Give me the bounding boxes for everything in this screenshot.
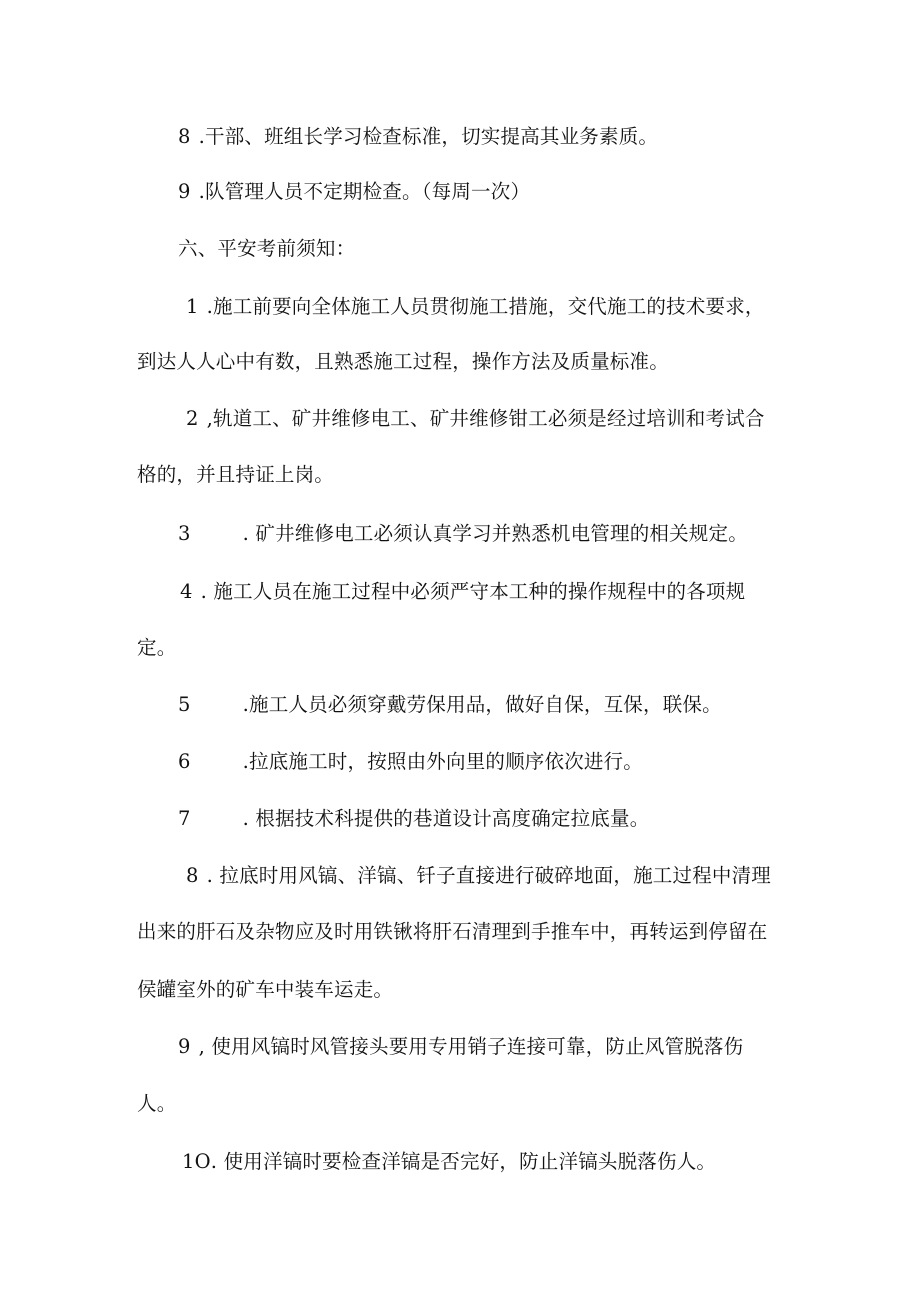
- document-line: [137, 1092, 176, 1116]
- item-number: 1: [186, 295, 199, 318]
- item-number: 4: [180, 580, 193, 603]
- item-number: 8: [178, 125, 191, 148]
- item-number: 1O: [182, 1150, 211, 1173]
- line-text: .干部、班组长学习检查标准，切实提高其业务素质。: [198, 125, 659, 148]
- line-text: . 使用洋镐时要检查洋镐是否完好，防止洋镐头脱落伤人。: [210, 1150, 717, 1173]
- line-text: 六、平安考前须知：: [178, 237, 356, 260]
- item-number: 3: [178, 522, 191, 545]
- line-text: 侯罐室外的矿车中装车运走。: [137, 978, 394, 1001]
- line-text: . 矿井维修电工必须认真学习并熟悉机电管理的相关规定。: [242, 522, 748, 545]
- document-line: [137, 463, 334, 487]
- line-text: 格的，并且持证上岗。: [137, 463, 335, 486]
- document-line: [137, 978, 393, 1002]
- document-line: [137, 636, 176, 660]
- line-text: . 施工人员在施工过程中必须严守本工种的操作规程中的各项规: [200, 580, 746, 603]
- document-line: [178, 125, 658, 149]
- line-text: .队管理人员不定期检查。（每周一次）: [198, 180, 531, 203]
- item-number: 8: [186, 864, 199, 887]
- document-line: [137, 350, 669, 374]
- document-line: [178, 180, 530, 204]
- line-text: .施工人员必须穿戴劳保用品，做好自保，互保，联保。: [242, 693, 722, 716]
- item-number: 9: [178, 1035, 191, 1058]
- document-line: [186, 295, 765, 319]
- document-line: [178, 807, 649, 831]
- document-line: [182, 1150, 716, 1174]
- document-line: [180, 580, 745, 604]
- document-line: [186, 864, 771, 888]
- item-number: 5: [178, 693, 191, 716]
- line-text: ,轨道工、矿井维修电工、矿井维修钳工必须是经过培训和考试合: [206, 407, 765, 430]
- document-line: [178, 750, 643, 774]
- line-text: .施工前要向全体施工人员贯彻施工措施，交代施工的技术要求，: [206, 295, 765, 318]
- line-text: .拉底施工时，按照由外向里的顺序依次进行。: [242, 750, 644, 773]
- document-line: [178, 693, 722, 717]
- document-line: [178, 522, 748, 546]
- line-text: 出来的肝石及杂物应及时用铁锹将肝石清理到手推车中，再转运到停留在: [137, 920, 768, 943]
- line-text: . 根据技术科提供的巷道设计高度确定拉底量。: [242, 807, 650, 830]
- item-number: 2: [186, 407, 199, 430]
- document-line: [178, 1035, 743, 1059]
- document-line: [137, 920, 767, 944]
- item-number: 9: [178, 180, 191, 203]
- line-text: 定。: [137, 636, 177, 659]
- item-number: 7: [178, 807, 191, 830]
- line-text: . 拉底时用风镐、洋镐、钎子直接进行破碎地面，施工过程中清理: [206, 864, 772, 887]
- line-text: 到达人人心中有数，且熟悉施工过程，操作方法及质量标准。: [137, 350, 669, 373]
- document-line: [186, 407, 765, 431]
- line-text: , 使用风镐时风管接头要用专用销子连接可靠，防止风管脱落伤: [198, 1035, 744, 1058]
- section-heading: [178, 237, 355, 261]
- item-number: 6: [178, 750, 191, 773]
- line-text: 人。: [137, 1092, 177, 1115]
